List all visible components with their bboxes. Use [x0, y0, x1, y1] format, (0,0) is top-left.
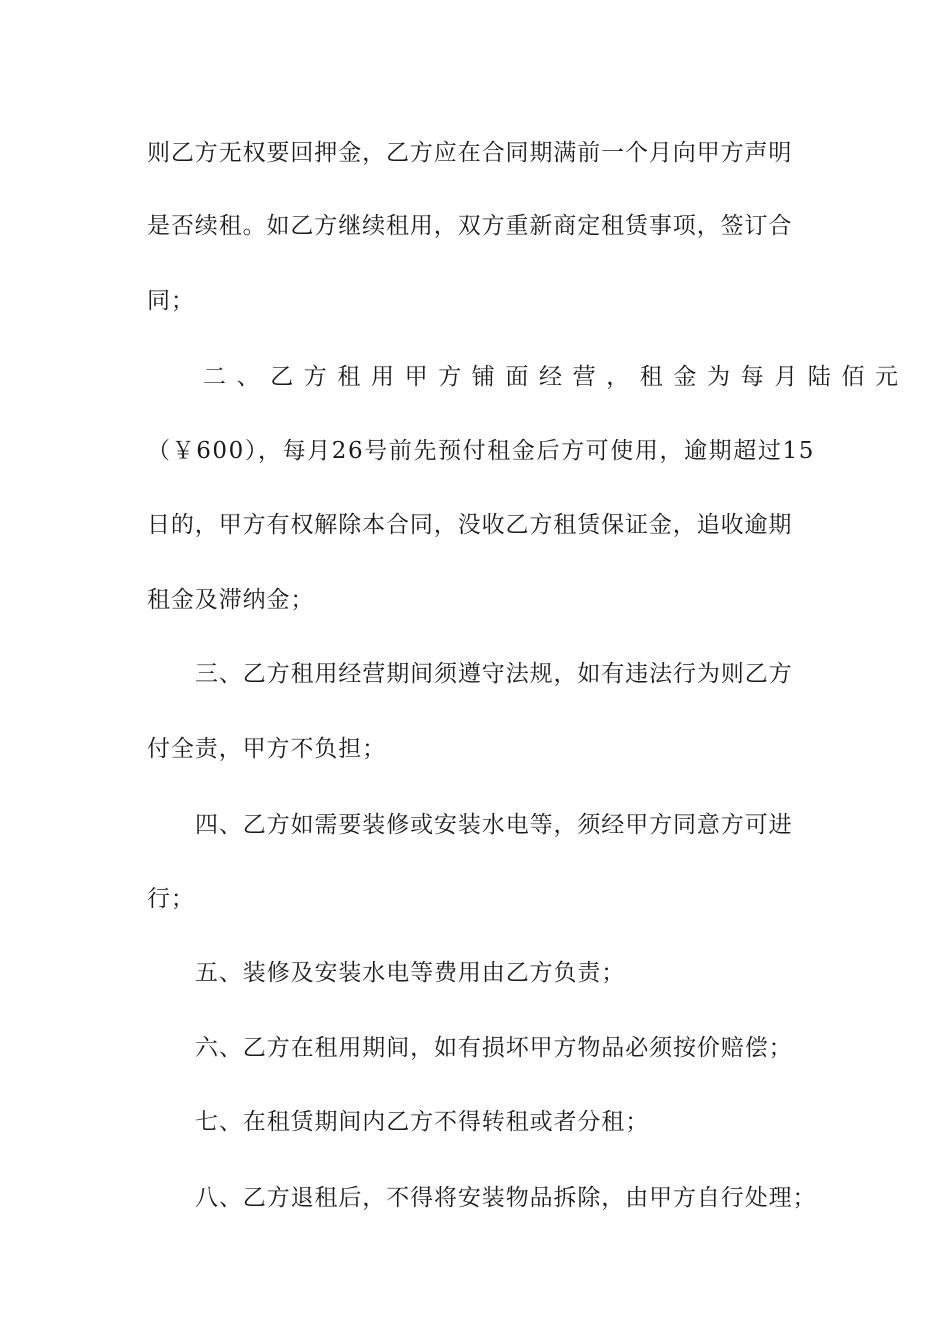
paragraph-line: 付全责，甲方不负担；: [147, 736, 386, 762]
paragraph-line: 租金及滞纳金；: [147, 587, 315, 613]
clause-3-line: 三、乙方租用经营期间须遵守法规，如有违法行为则乙方: [195, 661, 793, 687]
paragraph-line: （￥600），每月26号前先预付租金后方可使用，逾期超过15: [147, 438, 815, 464]
paragraph-line: 行；: [147, 886, 195, 912]
clause-7-line: 七、在租赁期间内乙方不得转租或者分租；: [195, 1109, 650, 1135]
clause-5-line: 五、装修及安装水电等费用由乙方负责；: [195, 960, 626, 986]
clause-4-line: 四、乙方如需要装修或安装水电等，须经甲方同意方可进: [195, 812, 793, 838]
paragraph-line: 日的，甲方有权解除本合同，没收乙方租赁保证金，追收逾期: [147, 512, 793, 538]
paragraph-line: 则乙方无权要回押金，乙方应在合同期满前一个月向甲方声明: [147, 140, 793, 166]
paragraph-line: 同；: [147, 288, 195, 314]
clause-6-line: 六、乙方在租用期间，如有损坏甲方物品必须按价赔偿；: [195, 1035, 793, 1061]
paragraph-line: 是否续租。如乙方继续租用，双方重新商定租赁事项，签订合: [147, 213, 793, 239]
clause-8-line: 八、乙方退租后，不得将安装物品拆除，由甲方自行处理；: [195, 1185, 817, 1211]
clause-2-line: 二、乙方租用甲方铺面经营，租金为每月陆佰元: [203, 364, 909, 390]
